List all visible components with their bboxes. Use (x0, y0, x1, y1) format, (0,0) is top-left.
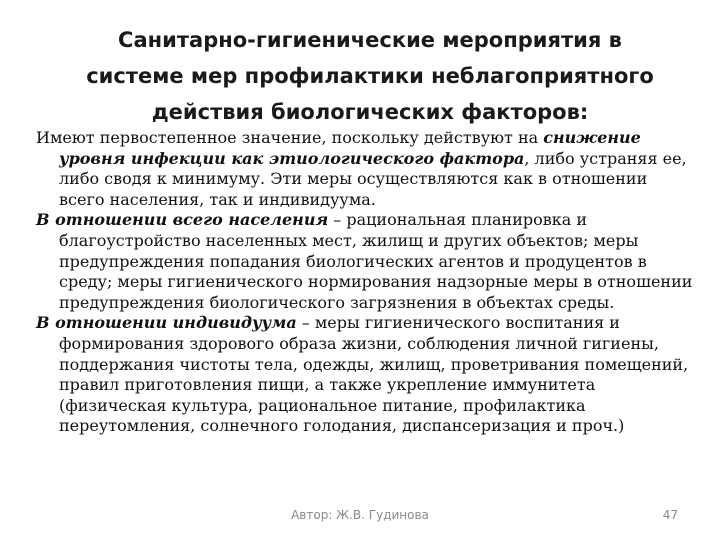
population-heading: В отношении всего населения (36, 210, 329, 230)
paragraph-individual (36, 313, 696, 437)
population-text: – рациональная планировка и благоустройство населенных мест, жилищ и других объектов; меры предупреждения попадания биологических агентов и продуцентов в среду; меры гигиенического нормирования надзорные меры в отношении предупреждения биологического загрязнения в объектах среды. (59, 210, 693, 312)
individual-text: – меры гигиенического воспитания и формирования здорового образа жизни, соблюдения личной гигиены, поддержания чистоты тела, одежды, жилищ, проветривания помещений, правил приготовления пищи, а также укрепление иммунитета (физическая культура, рациональное питание, профилактика переутомления, солнечного голодания, диспансеризация и проч.) (59, 313, 689, 436)
paragraph-intro (36, 128, 696, 210)
intro-text-end: , либо устраняя ее, либо сводя к минимуму. Эти меры осуществляются как в отношении всего населения, так и индивидуума. (59, 148, 687, 209)
title-line-3: действия биологических факторов: (151, 100, 589, 124)
intro-emphasis: снижение уровня инфекции как этиологического фактора (59, 128, 641, 168)
paragraph-population (36, 210, 696, 313)
individual-heading: В отношении индивидуума (36, 313, 297, 333)
page-number: 47 (662, 508, 678, 522)
slide-title (60, 22, 680, 130)
footer-author: Автор: Ж.В. Гудинова (291, 508, 429, 522)
intro-text-start: Имеют первостепенное значение, поскольку действуют на (36, 128, 544, 147)
title-line-2: системе мер профилактики неблагоприятного (86, 64, 654, 88)
slide-body (36, 128, 696, 437)
title-line-1: Санитарно-гигиенические мероприятия в (118, 28, 622, 52)
